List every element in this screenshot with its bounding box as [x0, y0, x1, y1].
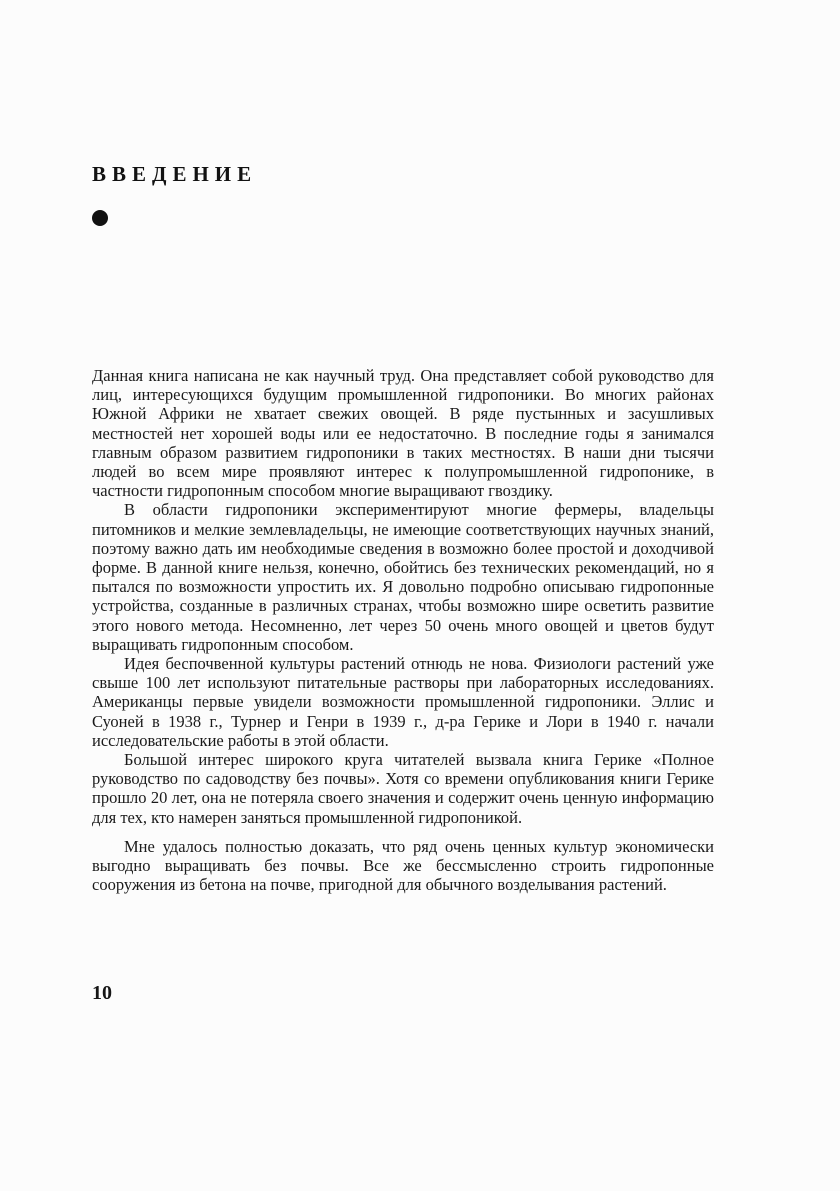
chapter-body [92, 366, 714, 894]
decorative-bullet [92, 210, 108, 226]
paragraph-2: В области гидропоники экспериментируют многие фермеры, владельцы питомников и мелкие землевладельцы, не имеющие соответствующих научных знаний, поэтому важно дать им необходимые сведения в возможно более простой и доходчивой форме. В данной книге нельзя, конечно, обойтись без технических рекомендаций, но я пытался по возможности упростить их. Я довольно подробно описываю гидропонные устройства, созданные в различных странах, чтобы возможно шире осветить развитие этого нового метода. Несомненно, лет через 50 очень много овощей и цветов будут выращивать гидропонным способом. [92, 500, 714, 654]
chapter-heading: ВВЕДЕНИЕ [92, 162, 258, 186]
paragraph-3: Идея беспочвенной культуры растений отнюдь не нова. Физиологи растений уже свыше 100 лет используют питательные растворы при лабораторных исследованиях. Американцы первые увидели возможности промышленной гидропоники. Эллис и Суоней в 1938 г., Турнер и Генри в 1939 г., д-ра Герике и Лори в 1940 г. начали исследовательские работы в этой области. [92, 654, 714, 750]
paragraph-1: Данная книга написана не как научный труд. Она представляет собой руководство для лиц, интересующихся будущим промышленной гидропоники. Во многих районах Южной Африки не хватает свежих овощей. В ряде пустынных и засушливых местностей нет хорошей воды или ее недостаточно. В последние годы я занимался главным образом развитием гидропоники в таких местностях. В наши дни тысячи людей во всем мире проявляют интерес к полупромышленной гидропонике, в частности гидропонным способом многие выращивают гвоздику. [92, 366, 714, 501]
paragraph-4: Большой интерес широкого круга читателей вызвала книга Герике «Полное руководство по садоводству без почвы». Хотя со времени опубликования книги Герике прошло 20 лет, она не потеряла своего значения и содержит очень ценную информацию для тех, кто намерен заняться промышленной гидропоникой. [92, 750, 714, 827]
page-number: 10 [92, 982, 112, 1004]
paragraph-5: Мне удалось полностью доказать, что ряд очень ценных культур экономически выгодно выращивать без почвы. Все же бессмысленно строить гидропонные сооружения из бетона на почве, пригодной для обычного возделывания растений. [92, 836, 714, 895]
